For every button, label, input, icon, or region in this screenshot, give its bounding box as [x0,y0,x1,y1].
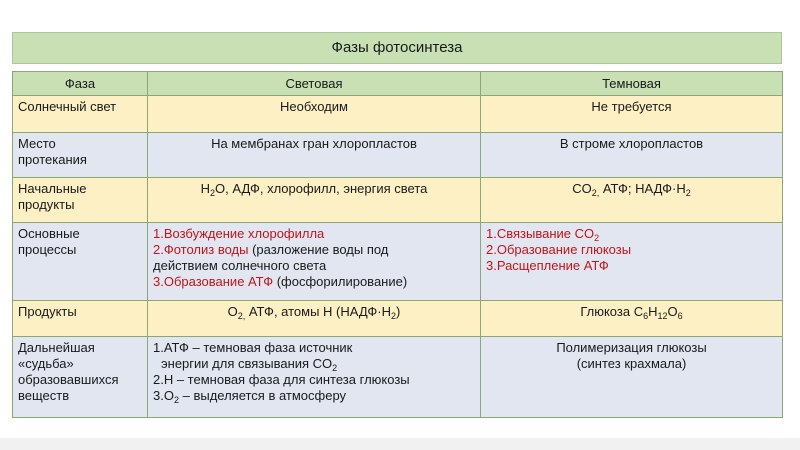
row-label-sunlight: Солнечный свет [13,96,148,133]
products-dark: Глюкоза $C_6H_{12}O_6$ [481,301,783,337]
processes-light: 1.Возбуждение хлорофилла 2.Фотолиз воды (разложение воды под действием солнечного света 3.Образование АТФ (фосфорилирование) [148,223,481,301]
row-label-products: Продукты [13,301,148,337]
header-dark: Темновая [481,72,783,96]
fate-light: 1.АТФ – темновая фаза источник энергии для связывания $CO_2$ 2.H – темновая фаза для синтеза глюкозы $3.O_2$ – выделяется в атмосферу [148,337,481,418]
products-light: $O_{2,}$ АТФ, атомы H $(НАДФ\cdot H_2)$ [148,301,481,337]
header-light: Световая [148,72,481,96]
row-label-place: Место протекания [13,133,148,178]
table-row-products [13,301,783,337]
row-label-start: Начальные продукты [13,178,148,223]
row-label-fate: Дальнейшая «судьба» образовавшихся веществ [13,337,148,418]
place-dark: В строме хлоропластов [481,133,783,178]
table-row-place [13,133,783,178]
bottom-strip [0,438,800,450]
table-row-processes [13,223,783,301]
processes-dark: 1.Связывание $CO_2$ 2.Образование глюкозы 3.Расщепление АТФ [481,223,783,301]
table-row-sunlight [13,96,783,133]
sunlight-light: Необходим [148,96,481,133]
fate-dark: Полимеризация глюкозы (синтез крахмала) [481,337,783,418]
header-phase: Фаза [13,72,148,96]
sunlight-dark: Не требуется [481,96,783,133]
place-light: На мембранах гран хлоропластов [148,133,481,178]
photosynthesis-phases-table [12,71,783,418]
row-label-processes: Основные процессы [13,223,148,301]
start-light: $H_2O$, АДФ, хлорофилл, энергия света [148,178,481,223]
table-row-start-products [13,178,783,223]
page-title: Фазы фотосинтеза [12,32,782,64]
table-row-fate [13,337,783,418]
start-dark: $CO_{2,}$ АТФ; $НАДФ\cdot H_2$ [481,178,783,223]
table-header-row [13,72,783,96]
